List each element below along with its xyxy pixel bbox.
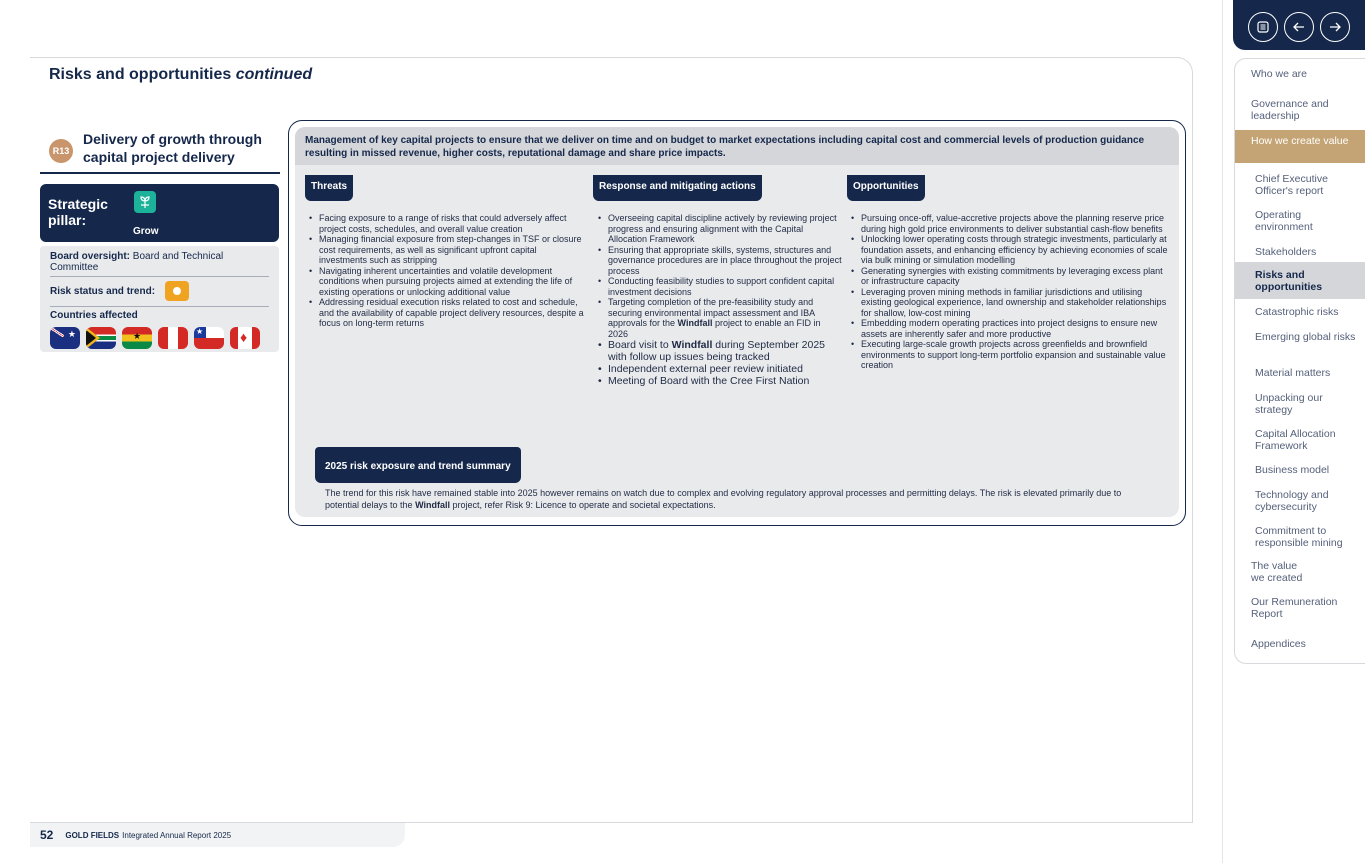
peru-flag-icon	[158, 327, 188, 349]
opportunities-column	[849, 213, 1171, 371]
threats-column	[307, 213, 587, 329]
nav-item-emerging-global-risks[interactable]: Emerging global risks	[1255, 331, 1356, 343]
list-item: • Navigating inherent uncertainties and volatile development conditions when pursuing projects aimed at extending the life of existing operations or unlocking additional value	[307, 266, 587, 298]
risk-status-label: Risk status and trend:	[50, 285, 156, 297]
nav-divider	[1222, 0, 1223, 863]
footer-report-title: Integrated Annual Report 2025	[122, 830, 232, 840]
australia-flag-icon	[50, 327, 80, 349]
list-item: • Unlocking lower operating costs through strategic investments, particularly at foundation assets, and enhancing efficiency by achieving economies of scale via bulk mining or simulation modelling	[849, 234, 1171, 266]
nav-item-catastrophic-risks[interactable]: Catastrophic risks	[1255, 306, 1339, 318]
footer-brand: GOLD FIELDS	[65, 830, 120, 840]
risk-header	[40, 130, 280, 174]
risk-detail-inner	[295, 127, 1179, 517]
nav-item-stakeholders[interactable]: Stakeholders	[1255, 246, 1317, 258]
risk-info-box	[40, 246, 279, 352]
risk-detail-panel	[288, 120, 1186, 526]
opportunities-heading: Opportunities	[847, 175, 925, 201]
nav-item-business-model[interactable]: Business model	[1255, 464, 1330, 476]
risk-title: Delivery of growth through capital project delivery	[83, 131, 262, 165]
nav-item-remuneration-report[interactable]: Our Remuneration Report	[1251, 596, 1338, 620]
summary-text: The trend for this risk have remained stable into 2025 however remains on watch due to complex and evolving regulatory approval processes and permitting delays. The risk is elevated primarily due to potential delays to the Windfall project, refer Risk 9: Licence to operate and societal expectations.	[325, 488, 1122, 510]
nav-item-capital-allocation[interactable]: Capital Allocation Framework	[1255, 428, 1336, 452]
list-item: • Independent external peer review initiated	[596, 363, 842, 375]
canada-flag-icon	[230, 327, 260, 349]
nav-item-value-created[interactable]: The value we created	[1251, 560, 1303, 584]
forward-arrow-icon[interactable]	[1320, 12, 1350, 42]
nav-item-governance[interactable]: Governance and leadership	[1251, 98, 1329, 122]
nav-item-risks-opportunities[interactable]: Risks and opportunities	[1235, 262, 1365, 299]
risk-description: Management of key capital projects to ensure that we deliver on time and on budget to market expectations including capital cost and commercial levels of production guidance resulting in missed revenue, higher costs, reputational damage and share price impacts.	[295, 127, 1179, 165]
list-item: • Generating synergies with existing commitments by leveraging excess plant or infrastructure capacity	[849, 266, 1171, 287]
list-item: • Addressing residual execution risks related to cost and schedule, and the availability of capable project delivery resources, despite a focus on long-term returns	[307, 297, 587, 329]
grow-pillar-icon	[134, 191, 156, 213]
list-item: • Embedding modern operating practices into project designs to ensure new assets are inherently safer and more productive	[849, 318, 1171, 339]
countries-flags	[50, 327, 269, 349]
nav-item-ceo-report[interactable]: Chief Executive Officer's report	[1255, 173, 1328, 197]
list-item: • Managing financial exposure from step-changes in TSF or closure cost requirements, as well as significant upfront capital investments such as stripping	[307, 234, 587, 266]
threats-heading: Threats	[305, 175, 353, 201]
list-item: • Conducting feasibility studies to support confident capital investment decisions	[596, 276, 842, 297]
list-item: • Executing large-scale growth projects across greenfields and brownfield environments to support long-term portfolio expansion and sustainable value creation	[849, 339, 1171, 371]
risk-status-row	[50, 277, 269, 307]
strategic-pillar-label: Strategic pillar:	[48, 196, 108, 228]
list-item: • Pursuing once-off, value-accretive projects above the planning reserve price during high gold price environments to deliver substantial cash-flow benefits	[849, 213, 1171, 234]
list-item: • Targeting completion of the pre-feasibility study and securing environmental impact assessment and IBA approvals for the Windfall project to enable an FID in 2026	[596, 297, 842, 339]
nav-item-how-we-create-value[interactable]: How we create value	[1235, 130, 1365, 163]
nav-item-appendices[interactable]: Appendices	[1251, 638, 1306, 650]
page-title: Risks and opportunities continued	[49, 66, 313, 83]
page-footer	[30, 823, 405, 847]
risk-status-stable-icon	[165, 281, 189, 301]
risk-code-badge: R13	[49, 139, 73, 163]
countries-affected-label: Countries affected	[50, 310, 138, 321]
strategic-pillar-box	[40, 184, 279, 242]
nav-item-responsible-mining[interactable]: Commitment to responsible mining	[1255, 525, 1343, 549]
list-item: • Board visit to Windfall during September 2025 with follow up issues being tracked	[596, 339, 842, 363]
list-item: • Meeting of Board with the Cree First Nation	[596, 375, 842, 387]
list-item: • Leveraging proven mining methods in familiar jurisdictions and utilising existing geological experience, land ownership and stakeholder relationships for shallow, low-cost mining	[849, 287, 1171, 319]
list-item: • Overseeing capital discipline actively by reviewing project progress and ensuring alignment with the Capital Allocation Framework	[596, 213, 842, 245]
ghana-flag-icon	[122, 327, 152, 349]
chile-flag-icon	[194, 327, 224, 349]
list-item: • Ensuring that appropriate skills, systems, structures and governance procedures are in place throughout the project process	[596, 245, 842, 277]
nav-item-material-matters[interactable]: Material matters	[1255, 367, 1331, 379]
side-navigation	[1234, 58, 1365, 664]
back-arrow-icon[interactable]	[1284, 12, 1314, 42]
nav-item-operating-environment[interactable]: Operating environment	[1255, 209, 1313, 233]
nav-toolbar	[1233, 0, 1365, 50]
board-oversight: Board oversight: Board and Technical Committee	[50, 250, 269, 277]
response-heading: Response and mitigating actions	[593, 175, 762, 201]
list-item: • Facing exposure to a range of risks that could adversely affect project costs, schedules, and overall value creation	[307, 213, 587, 234]
nav-item-who-we-are[interactable]: Who we are	[1251, 68, 1308, 80]
nav-item-unpacking-strategy[interactable]: Unpacking our strategy	[1255, 392, 1323, 416]
page-number: 52	[40, 828, 54, 842]
response-column	[596, 213, 842, 387]
nav-item-technology-cybersecurity[interactable]: Technology and cybersecurity	[1255, 489, 1329, 513]
south-africa-flag-icon	[86, 327, 116, 349]
contents-icon[interactable]	[1248, 12, 1278, 42]
strategic-pillar-name: Grow	[133, 226, 159, 237]
summary-heading: 2025 risk exposure and trend summary	[315, 447, 521, 483]
